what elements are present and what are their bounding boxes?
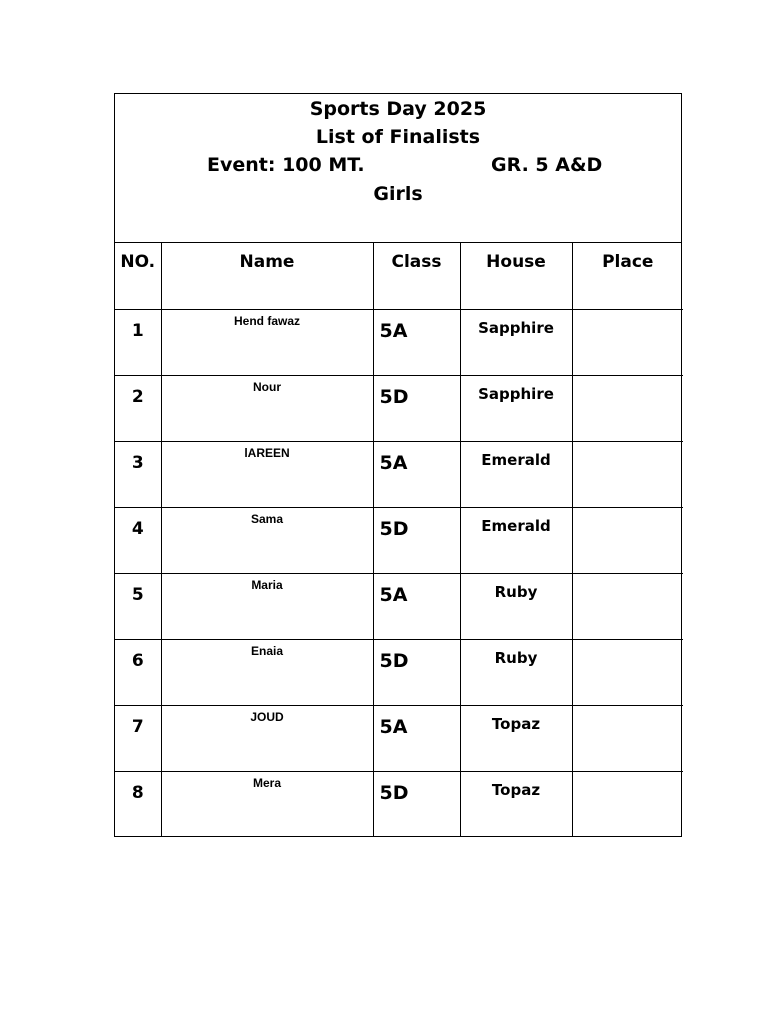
cell-no: 6 <box>115 639 161 705</box>
cell-house: Topaz <box>460 705 572 771</box>
cell-no: 3 <box>115 441 161 507</box>
cell-place <box>572 507 683 573</box>
event-label: Event: 100 MT. <box>207 154 365 176</box>
table-row <box>115 507 683 573</box>
table-row <box>115 705 683 771</box>
page-title: Sports Day 2025 <box>309 98 487 120</box>
column-header-house: House <box>460 243 572 309</box>
cell-house: Ruby <box>460 573 572 639</box>
cell-name: Nour <box>161 375 373 441</box>
category-label: Girls <box>373 183 423 205</box>
cell-no: 5 <box>115 573 161 639</box>
cell-name: Maria <box>161 573 373 639</box>
cell-place <box>572 573 683 639</box>
sheet-header <box>115 94 681 243</box>
cell-house: Topaz <box>460 771 572 837</box>
cell-place <box>572 705 683 771</box>
column-header-no: NO. <box>115 243 161 309</box>
cell-name: Sama <box>161 507 373 573</box>
cell-class: 5A <box>373 309 460 375</box>
cell-no: 8 <box>115 771 161 837</box>
table-row <box>115 639 683 705</box>
cell-house: Emerald <box>460 507 572 573</box>
cell-class: 5A <box>373 573 460 639</box>
cell-class: 5D <box>373 375 460 441</box>
cell-name: lAREEN <box>161 441 373 507</box>
cell-house: Sapphire <box>460 375 572 441</box>
cell-name: Enaia <box>161 639 373 705</box>
cell-place <box>572 639 683 705</box>
cell-house: Emerald <box>460 441 572 507</box>
cell-place <box>572 441 683 507</box>
cell-place <box>572 309 683 375</box>
cell-class: 5A <box>373 441 460 507</box>
page-subtitle: List of Finalists <box>315 126 481 148</box>
finalists-sheet <box>114 93 682 837</box>
cell-no: 1 <box>115 309 161 375</box>
cell-no: 4 <box>115 507 161 573</box>
cell-place <box>572 375 683 441</box>
cell-class: 5D <box>373 639 460 705</box>
cell-class: 5D <box>373 507 460 573</box>
cell-place <box>572 771 683 837</box>
table-header-row <box>115 243 683 309</box>
cell-house: Ruby <box>460 639 572 705</box>
cell-name: Hend fawaz <box>161 309 373 375</box>
column-header-name: Name <box>161 243 373 309</box>
grade-label: GR. 5 A&D <box>491 154 603 176</box>
table-row <box>115 375 683 441</box>
cell-no: 7 <box>115 705 161 771</box>
cell-class: 5D <box>373 771 460 837</box>
table-row <box>115 573 683 639</box>
cell-class: 5A <box>373 705 460 771</box>
table-row <box>115 771 683 837</box>
column-header-place: Place <box>572 243 683 309</box>
cell-no: 2 <box>115 375 161 441</box>
cell-name: JOUD <box>161 705 373 771</box>
finalists-table <box>115 243 683 837</box>
column-header-class: Class <box>373 243 460 309</box>
cell-house: Sapphire <box>460 309 572 375</box>
table-row <box>115 441 683 507</box>
table-row <box>115 309 683 375</box>
cell-name: Mera <box>161 771 373 837</box>
